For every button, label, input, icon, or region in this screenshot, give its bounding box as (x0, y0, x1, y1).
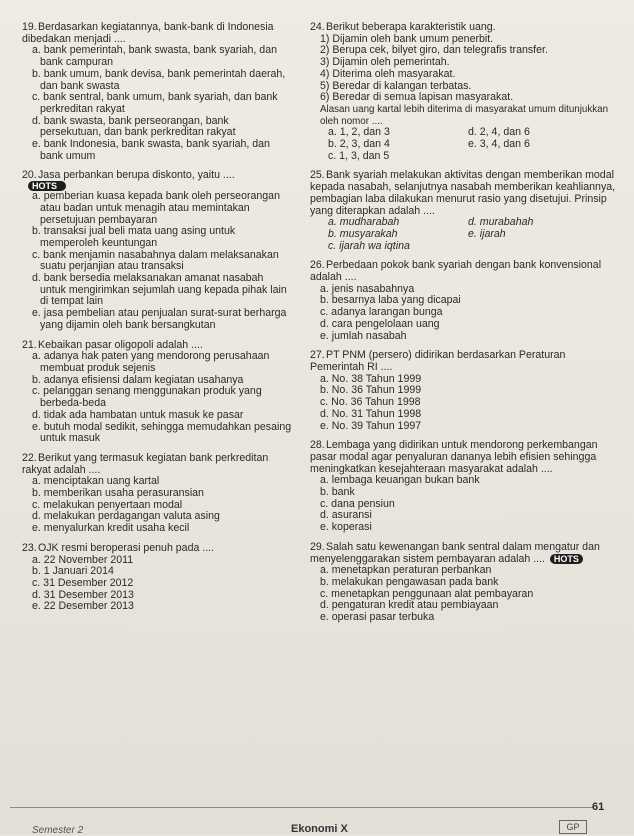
question-25 (310, 170, 616, 252)
option-e: e. butuh modal sedikit, sehingga memudahkan pesaing untuk masuk (32, 420, 292, 445)
publisher-logo-icon: GP (559, 820, 587, 834)
option-b: b. adanya efisiensi dalam kegiatan usahanya (32, 373, 244, 386)
question-number: 20. (22, 169, 37, 182)
question-21 (22, 340, 292, 445)
option-b: b. bank (320, 486, 355, 499)
statement-1: 1) Dijamin oleh bank umum penerbit. (320, 32, 494, 45)
option-c: c. menetapkan penggunaan alat pembayaran (320, 587, 534, 600)
option-e: e. koperasi (320, 521, 372, 534)
option-b: b. No. 36 Tahun 1999 (320, 384, 422, 397)
statement-2: 2) Berupa cek, bilyet giro, dan telegrafis transfer. (320, 44, 548, 57)
question-number: 21. (22, 338, 37, 351)
option-c: c. pelanggan senang menggunakan produk yang berbeda-beda (32, 385, 262, 410)
option-a: a. lembaga keuangan bukan bank (320, 474, 480, 487)
option-e: e. bank Indonesia, bank swasta, bank syariah, dan bank umum (32, 138, 270, 162)
options-row (328, 229, 616, 241)
hots-badge: HOTS (550, 554, 583, 564)
option-a: a. bank pemerintah, bank swasta, bank syariah, dan bank campuran (32, 44, 277, 69)
option-d: d. No. 31 Tahun 1998 (320, 407, 422, 420)
option-d: d. 31 Desember 2013 (32, 588, 134, 601)
question-number: 19. (22, 21, 37, 33)
option-e: e. jumlah nasabah (320, 329, 407, 342)
right-column (310, 22, 616, 625)
option-a: a. No. 38 Tahun 1999 (320, 372, 422, 385)
option-d: d. melakukan perdagangan valuta asing (32, 510, 220, 523)
option-e: e. operasi pasar terbuka (320, 611, 435, 624)
options-row (328, 139, 616, 151)
statement-5: 5) Beredar di kalangan terbatas. (320, 79, 472, 92)
option-d: d. tidak ada hambatan untuk masuk ke pasar (32, 408, 244, 421)
option-b: b. bank umum, bank devisa, bank pemerintah daerah, dan bank swasta (32, 67, 286, 92)
question-23 (22, 543, 292, 613)
option-b: b. musyarakah (328, 227, 398, 240)
option-e: e. menyalurkan kredit usaha kecil (32, 522, 190, 535)
option-b: b. transaksi jual beli mata uang asing untuk memperoleh keuntungan (32, 225, 236, 249)
page-number: 61 (592, 801, 605, 813)
option-e: e. jasa pembelian atau penjualan surat-surat berharga yang dijamin oleh bank bersangkutan (32, 307, 287, 331)
option-e: e. ijarah (468, 227, 506, 240)
subject-label: Ekonomi X (291, 823, 348, 835)
semester-label: Semester 2 (32, 825, 84, 836)
question-29 (310, 542, 616, 624)
question-number: 24. (310, 21, 325, 33)
option-a: a. mudharabah (328, 216, 400, 229)
question-text: Jasa perbankan berupa diskonto, yaitu .... (38, 169, 235, 182)
option-c: c. 31 Desember 2012 (32, 576, 134, 589)
question-text: Perbedaan pokok bank syariah dengan bank konvensional adalah .... (310, 259, 602, 284)
question-text: Salah satu kewenangan bank sentral dalam mengatur dan menyelenggarakan sistem pembayaran adalah .... (310, 540, 600, 565)
options-row (328, 241, 616, 253)
question-28 (310, 440, 616, 534)
option-c: c. ijarah wa iqtina (328, 239, 410, 252)
option-d: d. 2, 4, dan 6 (468, 126, 530, 139)
option-d: d. murabahah (468, 216, 534, 229)
question-text: Kebaikan pasar oligopoli adalah .... (38, 338, 203, 351)
option-c: c. 1, 3, dan 5 (328, 149, 390, 162)
question-20 (22, 170, 292, 331)
question-stem: Alasan uang kartal lebih diterima di masyarakat umum ditunjukkan oleh nomor .... (320, 103, 609, 127)
statement-3: 3) Dijamin oleh pemerintah. (320, 56, 450, 69)
option-d: d. asuransi (320, 509, 372, 522)
question-number: 23. (22, 541, 37, 554)
question-text: Berdasarkan kegiatannya, bank-bank di Indonesia dibedakan menjadi .... (22, 21, 274, 45)
option-a: a. menetapkan peraturan perbankan (320, 564, 492, 577)
page-footer (0, 795, 634, 835)
question-27 (310, 350, 616, 432)
question-24 (310, 22, 616, 162)
option-c: c. bank menjamin nasabahnya dalam melaksanakan suatu perjanjian atau transaksi (32, 248, 279, 273)
option-e: e. 3, 4, dan 6 (468, 138, 530, 151)
option-a: a. adanya hak paten yang mendorong perusahaan membuat produk sejenis (32, 350, 270, 374)
option-c: c. melakukan penyertaan modal (32, 498, 183, 511)
option-c: c. bank sentral, bank umum, bank syariah, dan bank perkreditan rakyat (32, 91, 278, 115)
question-text: OJK resmi beroperasi penuh pada .... (38, 541, 215, 554)
question-number: 27. (310, 349, 325, 362)
option-e: e. No. 39 Tahun 1997 (320, 419, 422, 432)
question-26 (310, 260, 616, 342)
question-text: Berikut yang termasuk kegiatan bank perkreditan rakyat adalah .... (22, 451, 269, 476)
option-b: b. 1 Januari 2014 (32, 565, 114, 578)
option-d: d. bank bersedia melaksanakan amanat nasabah untuk mengirimkan sejumlah uang kepada pihak lain di tempat lain (32, 272, 287, 308)
option-e: e. 22 Desember 2013 (32, 600, 134, 613)
statement-6: 6) Beredar di semua lapisan masyarakat. (320, 91, 514, 104)
question-number: 22. (22, 451, 37, 464)
option-c: c. dana pensiun (320, 497, 395, 510)
question-number: 26. (310, 259, 325, 272)
option-a: a. 22 November 2011 (32, 553, 134, 566)
question-text: Lembaga yang didirikan untuk mendorong perkembangan pasar modal agar penyaluran dananya lebih efisien sehingga meningkatkan kesejahteraan masyarakat adalah .... (310, 439, 598, 475)
question-number: 25. (310, 169, 325, 182)
left-column (22, 22, 292, 614)
question-number: 28. (310, 439, 325, 452)
question-text: PT PNM (persero) didirikan berdasarkan Peraturan Pemerintah RI .... (310, 349, 566, 373)
option-a: a. pemberian kuasa kepada bank oleh perseorangan atau badan untuk menagih atau memintakan persetujuan pembayaran (32, 190, 280, 226)
hots-badge: HOTS (28, 181, 66, 191)
question-19 (22, 22, 292, 162)
statement-4: 4) Diterima oleh masyarakat. (320, 67, 456, 80)
option-b: b. melakukan pengawasan pada bank (320, 575, 499, 588)
question-number: 29. (310, 540, 325, 553)
option-d: d. pengaturan kredit atau pembiayaan (320, 599, 499, 612)
option-b: b. memberikan usaha perasuransian (32, 487, 204, 500)
option-a: a. jenis nasabahnya (320, 282, 415, 295)
question-text: Berikut beberapa karakteristik uang. (326, 21, 496, 33)
option-c: c. adanya larangan bunga (320, 306, 443, 319)
options-row (328, 151, 616, 163)
option-d: d. bank swasta, bank perseorangan, bank persekutuan, dan bank perkreditan rakyat (32, 114, 236, 139)
question-22 (22, 453, 292, 535)
option-c: c. No. 36 Tahun 1998 (320, 396, 421, 409)
option-a: a. 1, 2, dan 3 (328, 126, 390, 139)
question-text: Bank syariah melakukan aktivitas dengan memberikan modal kepada nasabah, selanjutnya nasabah memberikan keahliannya, pembagian laba dilakukan menurut rasio yang disetujui. Prinsip yang diterapkan adalah .... (310, 169, 616, 217)
option-a: a. menciptakan uang kartal (32, 475, 160, 488)
option-d: d. cara pengelolaan uang (320, 317, 440, 330)
footer-divider (10, 807, 594, 808)
option-b: b. besarnya laba yang dicapai (320, 294, 461, 307)
option-b: b. 2, 3, dan 4 (328, 138, 390, 151)
